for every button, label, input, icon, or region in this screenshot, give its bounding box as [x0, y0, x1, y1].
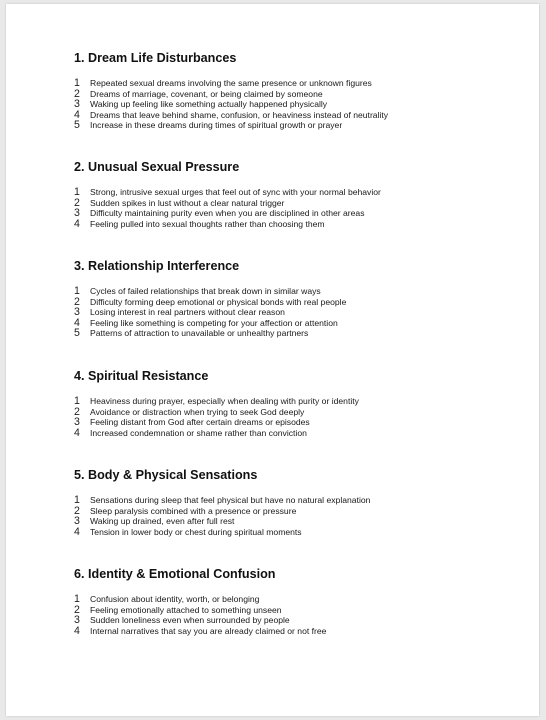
- item-number: 3: [74, 98, 80, 111]
- list-item: [74, 605, 326, 616]
- list-item: [74, 506, 370, 517]
- list-item: [74, 396, 359, 407]
- item-text: Waking up drained, even after full rest: [90, 516, 235, 527]
- item-number: 1: [74, 494, 80, 506]
- item-text: Sudden spikes in lust without a clear natural trigger: [90, 197, 285, 208]
- item-text: Waking up feeling like something actually happened physically: [90, 99, 328, 110]
- item-text: Increase in these dreams during times of spiritual growth or prayer: [90, 120, 343, 131]
- item-text: Patterns of attraction to unavailable or unhealthy partners: [90, 328, 309, 339]
- item-number: 1: [74, 186, 80, 198]
- item-list: [74, 78, 388, 131]
- item-text: Losing interest in real partners without clear reason: [90, 307, 285, 318]
- section-heading: 5. Body & Physical Sensations: [74, 468, 258, 482]
- list-item: [74, 187, 381, 198]
- item-text: Sudden loneliness even when surrounded by people: [90, 615, 290, 626]
- item-text: Tension in lower body or chest during spiritual moments: [90, 526, 302, 537]
- item-text: Difficulty forming deep emotional or physical bonds with real people: [90, 296, 347, 307]
- document-page: [6, 4, 539, 716]
- item-list: [74, 495, 370, 537]
- list-item: [74, 198, 381, 209]
- item-number: 1: [74, 77, 80, 89]
- item-list: [74, 187, 381, 229]
- section-heading: 6. Identity & Emotional Confusion: [74, 567, 276, 581]
- item-text: Heaviness during prayer, especially when dealing with purity or identity: [90, 396, 359, 406]
- section-heading: 2. Unusual Sexual Pressure: [74, 160, 240, 174]
- list-item: [74, 407, 359, 418]
- item-number: 2: [74, 87, 80, 100]
- item-list: [74, 594, 326, 636]
- section-heading: 4. Spiritual Resistance: [74, 369, 209, 383]
- item-number: 1: [74, 593, 80, 605]
- list-item: [74, 99, 388, 110]
- list-item: [74, 516, 370, 527]
- section-spiritual-resistance: [74, 368, 514, 439]
- item-number: 2: [74, 295, 80, 308]
- item-text: Increased condemnation or shame rather than conviction: [90, 427, 307, 438]
- item-number: 1: [74, 395, 80, 407]
- item-number: 4: [74, 624, 80, 637]
- list-item: [74, 626, 326, 637]
- list-item: [74, 328, 346, 339]
- item-text: Feeling pulled into sexual thoughts rather than choosing them: [90, 218, 325, 229]
- list-item: [74, 428, 359, 439]
- item-number: 4: [74, 108, 80, 121]
- item-text: Strong, intrusive sexual urges that feel out of sync with your normal behavior: [90, 187, 381, 197]
- list-item: [74, 615, 326, 626]
- item-text: Repeated sexual dreams involving the same presence or unknown figures: [90, 78, 372, 88]
- list-item: [74, 297, 346, 308]
- list-item: [74, 417, 359, 428]
- section-unusual-sexual-pressure: [74, 159, 514, 230]
- list-item: [74, 89, 388, 100]
- item-text: Dreams that leave behind shame, confusion, or heaviness instead of neutrality: [90, 109, 389, 120]
- list-item: [74, 110, 388, 121]
- item-text: Difficulty maintaining purity even when you are disciplined in other areas: [90, 208, 365, 219]
- list-item: [74, 318, 346, 329]
- item-number: 5: [74, 119, 80, 132]
- section-heading: 3. Relationship Interference: [74, 259, 240, 273]
- item-number: 2: [74, 196, 80, 209]
- list-item: [74, 219, 381, 230]
- item-text: Cycles of failed relationships that break down in similar ways: [90, 286, 321, 296]
- item-number: 4: [74, 217, 80, 230]
- item-text: Sleep paralysis combined with a presence or pressure: [90, 505, 297, 516]
- item-number: 2: [74, 405, 80, 418]
- item-list: [74, 396, 359, 438]
- item-number: 1: [74, 285, 80, 297]
- section-dream-life-disturbances: [74, 50, 514, 132]
- item-list: [74, 286, 346, 339]
- item-number: 3: [74, 306, 80, 319]
- list-item: [74, 527, 370, 538]
- section-relationship-interference: [74, 258, 514, 340]
- item-number: 4: [74, 316, 80, 329]
- item-number: 3: [74, 614, 80, 627]
- list-item: [74, 307, 346, 318]
- item-number: 5: [74, 327, 80, 340]
- section-body-physical-sensations: [74, 467, 514, 538]
- list-item: [74, 286, 346, 297]
- list-item: [74, 495, 370, 506]
- section-heading: 1. Dream Life Disturbances: [74, 51, 237, 65]
- item-number: 4: [74, 426, 80, 439]
- list-item: [74, 208, 381, 219]
- item-text: Feeling distant from God after certain dreams or episodes: [90, 417, 310, 428]
- item-text: Avoidance or distraction when trying to seek God deeply: [90, 406, 305, 417]
- item-number: 2: [74, 504, 80, 517]
- section-identity-emotional-confusion: [74, 566, 514, 637]
- item-number: 2: [74, 603, 80, 616]
- list-item: [74, 594, 326, 605]
- item-text: Feeling emotionally attached to something unseen: [90, 604, 282, 615]
- item-text: Dreams of marriage, covenant, or being claimed by someone: [90, 88, 323, 99]
- item-text: Internal narratives that say you are already claimed or not free: [90, 625, 327, 636]
- item-text: Feeling like something is competing for your affection or attention: [90, 317, 338, 328]
- item-text: Confusion about identity, worth, or belonging: [90, 594, 260, 604]
- list-item: [74, 78, 388, 89]
- item-number: 4: [74, 525, 80, 538]
- item-number: 3: [74, 416, 80, 429]
- item-text: Sensations during sleep that feel physical but have no natural explanation: [90, 495, 371, 505]
- list-item: [74, 120, 388, 131]
- item-number: 3: [74, 207, 80, 220]
- item-number: 3: [74, 515, 80, 528]
